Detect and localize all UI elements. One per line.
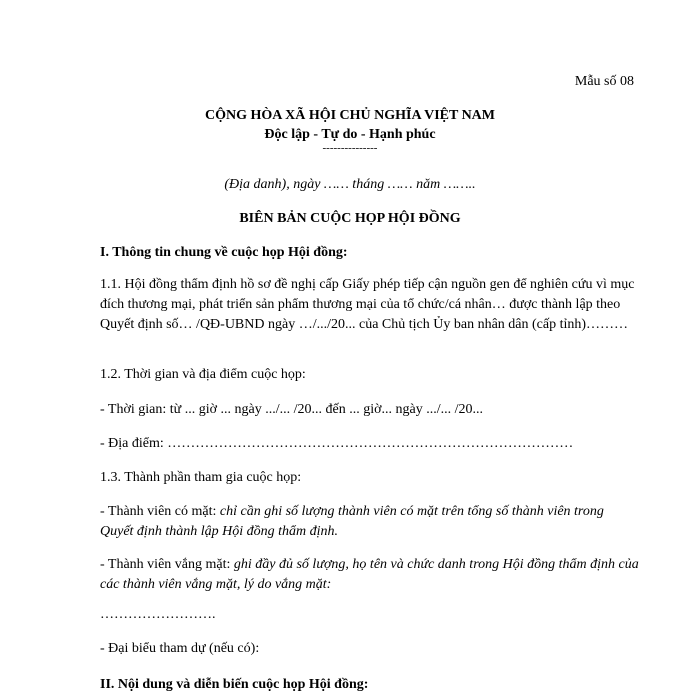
meeting-place-line: - Địa điểm: …………………………………………………………………………… — [100, 436, 574, 451]
meeting-time-line: - Thời gian: từ ... giờ ... ngày .../... /20... đến ... giờ... ngày .../... /20... — [100, 402, 484, 417]
paragraph-1-3: 1.3. Thành phần tham gia cuộc họp: — [100, 470, 302, 485]
paragraph-1-2: 1.2. Thời gian và địa điểm cuộc họp: — [100, 367, 306, 382]
section1-heading: I. Thông tin chung về cuộc họp Hội đồng: — [100, 245, 348, 260]
paragraph-1-1: 1.1. Hội đồng thẩm định hồ sơ đề nghị cấp Giấy phép tiếp cận nguồn gen để nghiên cứu vì mục đích thương mại, phát triển sản phẩm thương mại của tổ chức/cá nhân… được thành lập theo Quyết định số… /QĐ-UBND ngày …/.../20... của Chủ tịch Ủy ban nhân dân (cấp tỉnh)……… — [100, 277, 635, 332]
section2-heading: II. Nội dung và diễn biến cuộc họp Hội đồng: — [100, 677, 369, 692]
national-motto: Độc lập - Tự do - Hạnh phúc — [264, 127, 436, 142]
place-date-line: (Địa danh), ngày …… tháng …… năm …….. — [224, 177, 476, 192]
present-members-label: - Thành viên có mặt: — [100, 504, 220, 519]
delegates-line: - Đại biểu tham dự (nếu có): — [100, 641, 260, 656]
absent-members-label: - Thành viên vắng mặt: — [100, 557, 234, 572]
present-members-note: chỉ cần ghi số lượng thành viên có mặt trên tổng số thành viên trong Quyết định thành lập Hội đồng thẩm định. — [100, 504, 604, 539]
present-members — [100, 502, 640, 542]
header-separator: --------------- — [322, 142, 378, 154]
country-name: CỘNG HÒA XÃ HỘI CHỦ NGHĨA VIỆT NAM — [204, 108, 495, 123]
document-title: BIÊN BẢN CUỘC HỌP HỘI ĐỒNG — [239, 211, 461, 226]
form-number: Mẫu số 08 — [574, 74, 634, 89]
dotted-fill-line: ……………………. — [100, 607, 216, 622]
absent-members-note: ghi đầy đủ số lượng, họ tên và chức danh trong Hội đồng thẩm định của các thành viên vắng mặt, lý do vắng mặt: — [100, 557, 639, 592]
absent-members — [100, 555, 640, 595]
